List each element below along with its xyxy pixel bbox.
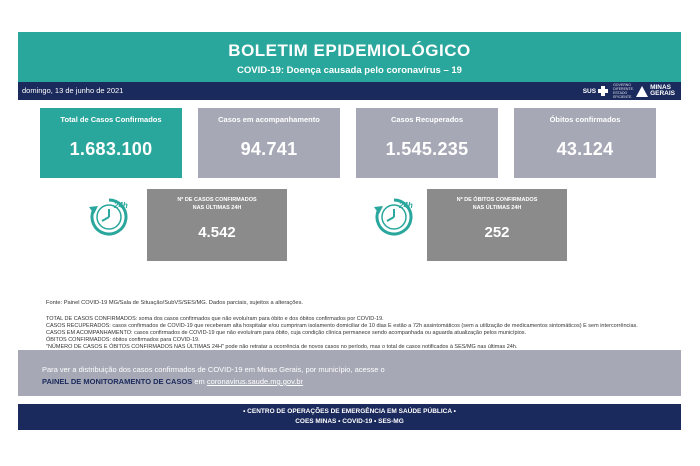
total-confirmed-card bbox=[40, 108, 182, 178]
sus-logo-text: SUS bbox=[582, 87, 597, 95]
source-note: Fonte: Painel COVID-19 MG/Sala de Situação/SubVS/SES/MG. Dados parciais, sujeitos a alterações. bbox=[46, 300, 304, 306]
monitoring-cases-card bbox=[198, 108, 340, 178]
footer-line1: • CENTRO DE OPERAÇÕES DE EMERGÊNCIA EM SAÚDE PÚBLICA • bbox=[243, 408, 456, 415]
definition-recovered: CASOS RECUPERADOS: casos confirmados de COVID-19 que receberam alta hospitalar e/ou cumpriram isolamento domiciliar de 10 dias E estão a 72h assintomáticos (sem a utilização de medicamentos sintomáticos) E sem intercorrências. bbox=[46, 323, 638, 329]
cross-icon bbox=[598, 86, 608, 96]
card24-label-line1: Nº DE CASOS CONFIRMADOS bbox=[177, 197, 257, 203]
minas-gerais-wordmark bbox=[650, 85, 675, 97]
deaths-last-24h-card bbox=[427, 189, 567, 261]
minas-gerais-logo bbox=[636, 85, 675, 97]
sus-logo bbox=[583, 86, 608, 96]
panel-info-box bbox=[18, 350, 681, 396]
panel-info-line2 bbox=[42, 377, 303, 386]
card-label: Total de Casos Confirmados bbox=[60, 115, 162, 124]
clock-24h-icon bbox=[86, 194, 132, 240]
monitoring-panel-name: PAINEL DE MONITORAMENTO DE CASOS bbox=[42, 377, 193, 386]
card24-value: 252 bbox=[484, 224, 510, 241]
clock-24h-icon bbox=[371, 194, 417, 240]
minas-gerais-line1: MINAS bbox=[650, 84, 672, 91]
logo-group bbox=[583, 84, 675, 98]
bulletin-sheet bbox=[18, 32, 681, 430]
recovered-cases-card bbox=[356, 108, 498, 178]
card-label: Óbitos confirmados bbox=[549, 115, 621, 124]
date-bar bbox=[18, 82, 681, 100]
cases-last-24h-card bbox=[147, 189, 287, 261]
card24-label-line2: NAS ÚLTIMAS 24H bbox=[472, 205, 522, 211]
definitions bbox=[46, 316, 661, 351]
title-banner bbox=[18, 32, 681, 82]
panel-url-link[interactable]: coronavirus.saude.mg.gov.br bbox=[206, 377, 304, 386]
definition-total: TOTAL DE CASOS CONFIRMADOS: soma dos casos confirmados que não evoluíram para óbito e dos óbitos confirmados por COVID-19. bbox=[46, 316, 384, 322]
definition-monitoring: CASOS EM ACOMPANHAMENTO: casos confirmados de COVID-19 que não evoluíram para óbito, cuja condição clínica permanece sendo acompanhada ou aguarda atualização pelos municípios. bbox=[46, 330, 527, 336]
card-label: Casos em acompanhamento bbox=[218, 115, 320, 124]
card-value: 1.683.100 bbox=[69, 139, 153, 159]
bulletin-subtitle: COVID-19: Doença causada pelo coronavírus – 19 bbox=[237, 65, 462, 76]
card-value: 1.545.235 bbox=[385, 139, 469, 159]
panel-info-text: Para ver a distribuição dos casos confirmados de COVID-19 em Minas Gerais, por município, acesse o bbox=[42, 365, 385, 374]
card-label: Casos Recuperados bbox=[390, 115, 464, 124]
card24-label-line1: Nº DE ÓBITOS CONFIRMADOS bbox=[456, 197, 538, 203]
government-slogan-logo: GOVERNO DIFERENTE. ESTADO EFICIENTE. bbox=[613, 83, 634, 99]
card-value: 94.741 bbox=[240, 139, 298, 159]
card24-value: 4.542 bbox=[198, 224, 236, 241]
bulletin-date: domingo, 13 de junho de 2021 bbox=[22, 86, 124, 95]
card-value: 43.124 bbox=[556, 139, 614, 159]
confirmed-deaths-card bbox=[514, 108, 656, 178]
footer-banner bbox=[18, 404, 681, 430]
definition-last-24h: "NÚMERO DE CASOS E ÓBITOS CONFIRMADOS NAS ÚLTIMAS 24H" pode não retratar a ocorrência de novos casos no período, mas o total de casos notificados à SES/MG nas últimas 24h. bbox=[46, 344, 518, 350]
clock-24h-text: 24h bbox=[114, 201, 128, 210]
triangle-icon bbox=[636, 86, 648, 97]
card24-label-line2: NAS ÚLTIMAS 24H bbox=[192, 205, 242, 211]
bulletin-title: BOLETIM EPIDEMIOLÓGICO bbox=[228, 41, 471, 60]
definition-deaths: ÓBITOS CONFIRMADOS: óbitos confirmados para COVID-19. bbox=[46, 337, 200, 343]
clock-24h-text: 24h bbox=[399, 201, 413, 210]
footer-line2: COES MINAS • COVID-19 • SES-MG bbox=[295, 418, 404, 425]
minas-gerais-line2: GERAIS bbox=[650, 90, 675, 97]
panel-connector: em bbox=[192, 377, 207, 386]
